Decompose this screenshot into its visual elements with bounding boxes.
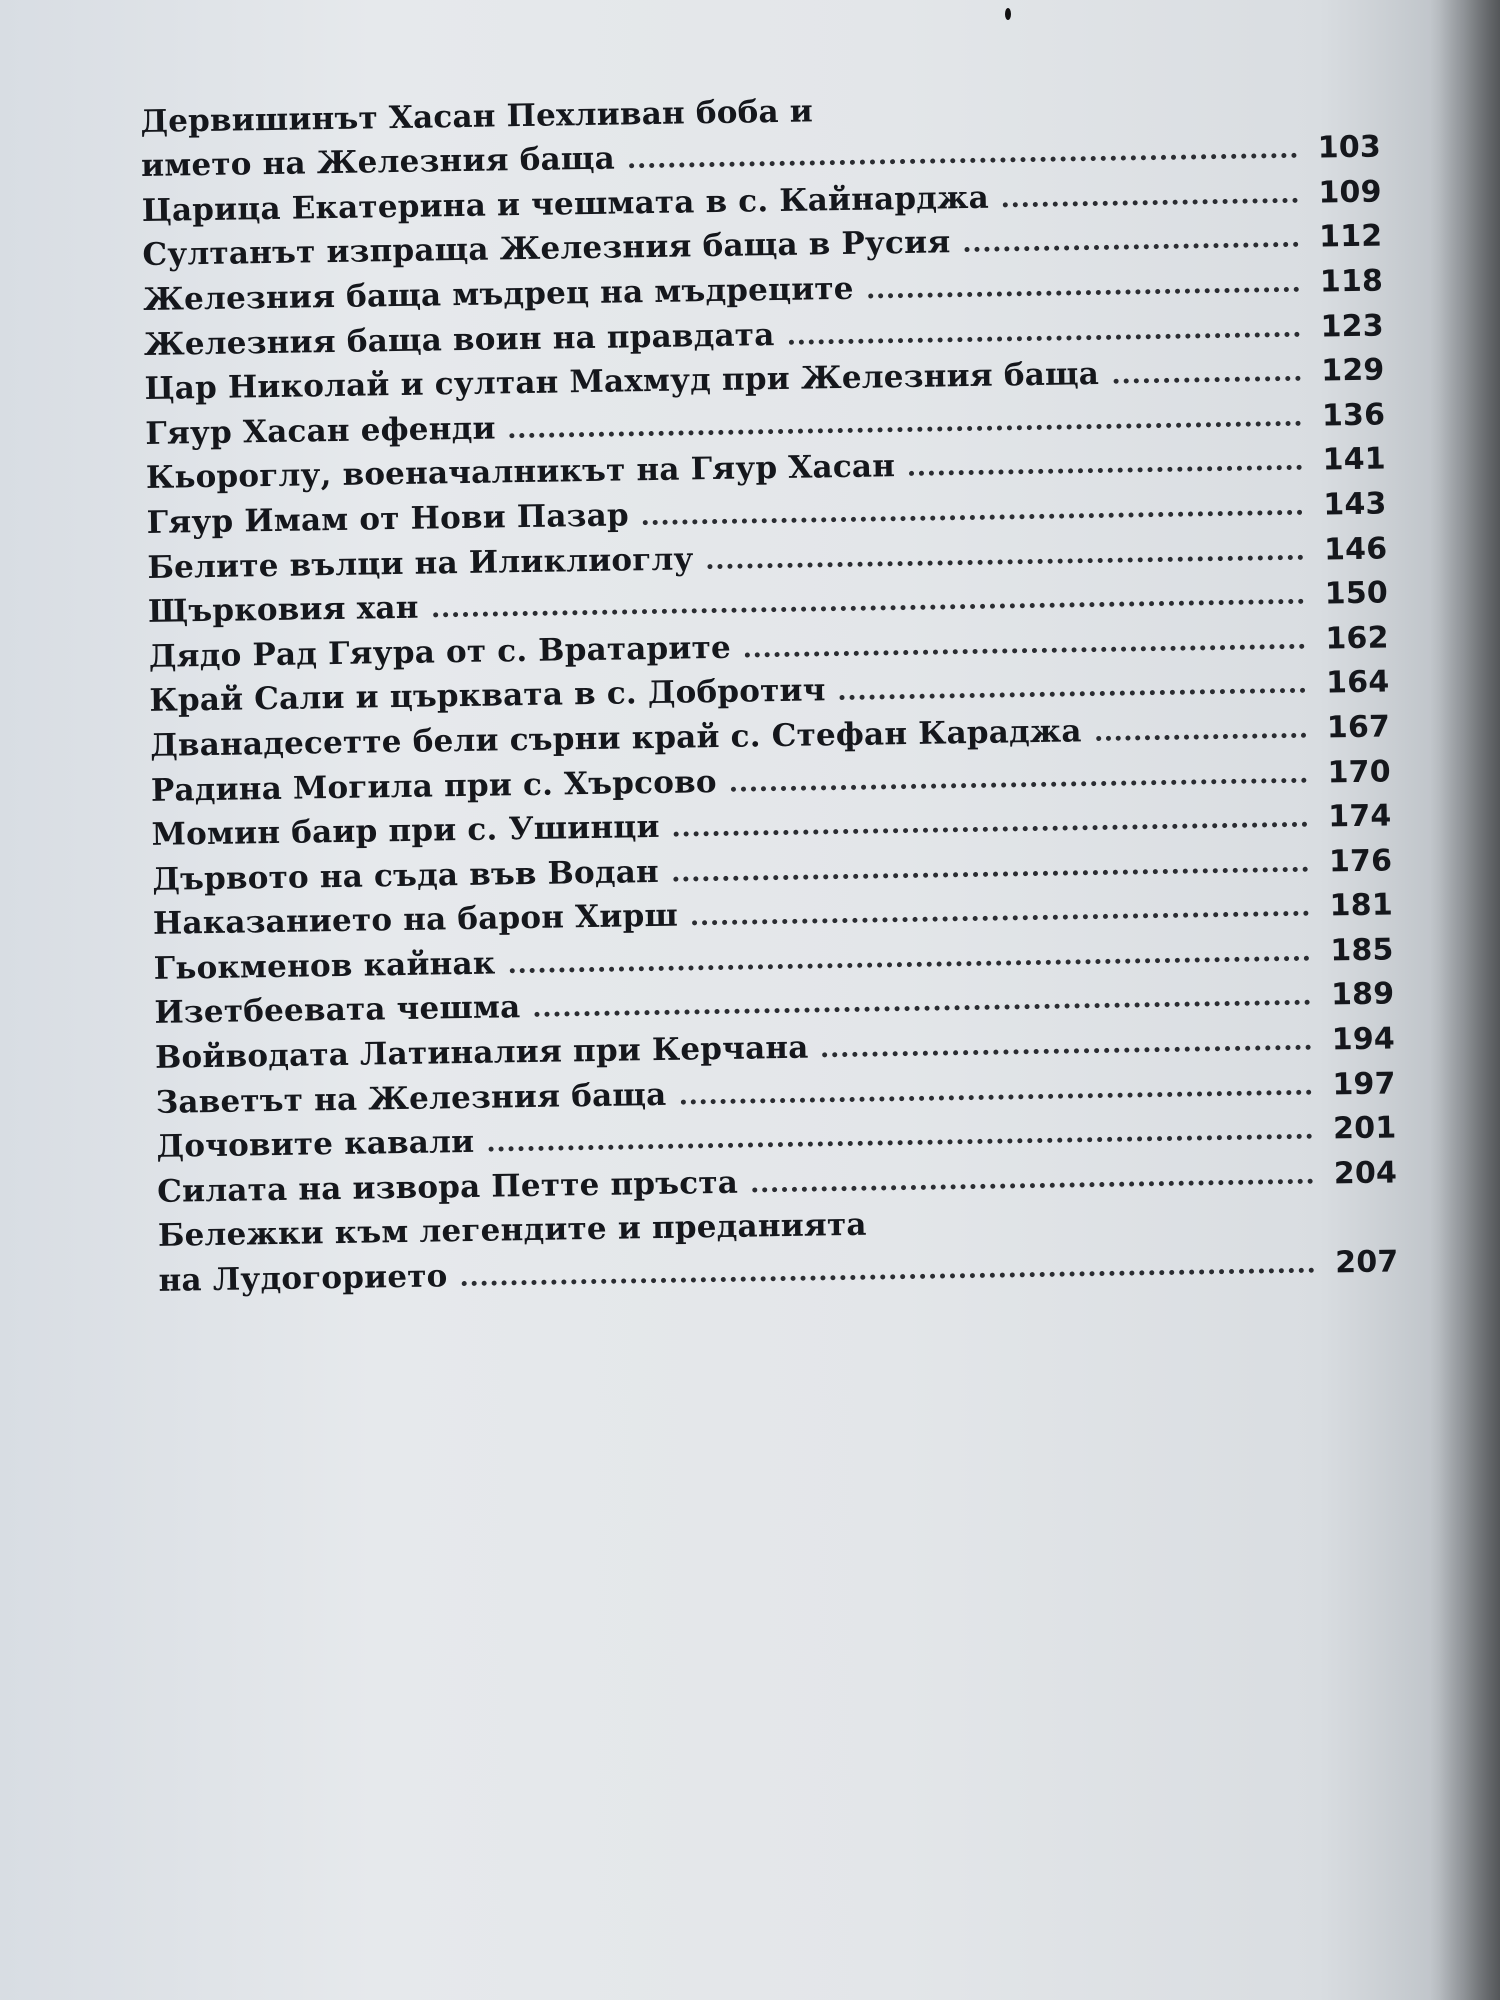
toc-entry-title: името на Железния баща <box>140 140 616 185</box>
toc-page-number: 123 <box>1320 308 1385 345</box>
toc-entry-title: Цар Николай и султан Махмуд при Железния баща <box>144 356 1100 408</box>
toc-entry-title: Дървото на съда във Водан <box>152 853 660 898</box>
toc-entry-title: Заветът на Железния баща <box>155 1076 667 1121</box>
dot-leader <box>1003 198 1298 208</box>
toc-page-number: 141 <box>1322 441 1387 478</box>
toc-entry-title: Край Сали и църквата в с. Добротич <box>149 672 826 720</box>
dot-leader <box>731 777 1307 791</box>
toc-page-number: 197 <box>1332 1066 1396 1103</box>
dot-leader <box>673 866 1308 881</box>
dot-leader <box>1113 376 1301 384</box>
dot-leader <box>643 510 1303 525</box>
toc-entry-title: Железния баща мъдрец на мъдреците <box>142 270 854 318</box>
toc-entry-title: Царица Екатерина и чешмата в с. Кайнарджа <box>141 179 990 229</box>
toc-page-number: 176 <box>1328 843 1393 880</box>
toc-entry-title: Дервишинът Хасан Пехливан боба и <box>140 93 814 140</box>
dot-leader <box>692 911 1309 926</box>
dot-leader <box>964 242 1298 252</box>
toc-page-number: 118 <box>1319 263 1384 300</box>
ink-speck <box>1005 8 1011 20</box>
dot-leader <box>680 1089 1311 1104</box>
toc-entry-title: Дочовите кавали <box>156 1124 475 1166</box>
toc-entry-title: Радина Могила при с. Хърсово <box>150 763 717 809</box>
toc-entry-title: Бележки към легендите и преданията <box>157 1207 867 1255</box>
toc-page-number: 170 <box>1327 753 1392 790</box>
page-edge-shadow <box>1430 0 1500 2000</box>
toc-page-number: 167 <box>1326 709 1391 746</box>
toc-page-number: 146 <box>1323 530 1388 567</box>
toc-entry-title: Изетбеевата чешма <box>154 989 521 1032</box>
toc-entry-title: Белите вълци на Иликлиоглу <box>147 540 694 586</box>
toc-page-number: 194 <box>1331 1021 1396 1058</box>
toc-entry-title: на Лудогорието <box>158 1258 448 1299</box>
toc-page-number: 103 <box>1317 129 1382 166</box>
toc-entry-title: Гяур Хасан ефенди <box>145 410 496 452</box>
toc-page-number: 201 <box>1332 1110 1397 1147</box>
toc-page-number: 164 <box>1325 664 1390 701</box>
toc-page-number: 150 <box>1324 575 1389 612</box>
toc-entry-title: Силата на извора Петте пръста <box>156 1164 739 1210</box>
dot-leader <box>823 1045 1312 1058</box>
toc-entry-title: Гяур Имам от Нови Пазар <box>146 497 630 541</box>
table-of-contents <box>140 76 1399 1299</box>
dot-leader <box>708 554 1304 568</box>
toc-entry-title: Момин баир при с. Ушинци <box>151 809 660 854</box>
dot-leader <box>868 287 1299 299</box>
toc-page-number: 174 <box>1327 798 1392 835</box>
toc-entry-title: Наказанието на барон Хирш <box>152 897 679 943</box>
dot-leader <box>674 822 1308 837</box>
toc-entry-title: Кьороглу, военачалникът на Гяур Хасан <box>145 448 896 497</box>
dot-leader <box>745 643 1305 657</box>
toc-page-number: 189 <box>1330 976 1395 1013</box>
toc-page-number: 162 <box>1325 620 1389 657</box>
toc-page-number: 185 <box>1330 932 1394 969</box>
toc-page-number: 136 <box>1321 397 1386 434</box>
toc-entry <box>158 1190 1399 1299</box>
toc-page-number: 181 <box>1329 887 1394 924</box>
dot-leader <box>1096 733 1306 741</box>
toc-entry-title: Войводата Латиналия при Керчана <box>154 1029 809 1076</box>
toc-page-number: 129 <box>1320 352 1385 389</box>
toc-entry-title: Железния баща воин на правдата <box>143 316 775 363</box>
toc-entry-title: Султанът изпраща Железния баща в Русия <box>142 224 951 274</box>
dot-leader <box>462 1268 1315 1286</box>
toc-entry-title: Дядо Рад Гяура от с. Вратарите <box>148 629 732 675</box>
toc-page-number: 204 <box>1333 1155 1398 1192</box>
toc-entry-title: Гьокменов кайнак <box>153 945 496 987</box>
toc-entry-title: Дванадесетте бели сърни край с. Стефан Караджа <box>149 713 1082 764</box>
dot-leader <box>840 688 1306 700</box>
dot-leader <box>752 1179 1313 1193</box>
toc-page-number: 112 <box>1318 218 1383 255</box>
dot-leader <box>629 153 1297 168</box>
toc-page-number: 207 <box>1334 1244 1399 1281</box>
toc-page-number: 143 <box>1323 486 1387 523</box>
dot-leader <box>909 465 1302 476</box>
toc-page-number: 109 <box>1318 174 1382 211</box>
toc-entry-title: Щърковия хан <box>147 589 419 631</box>
dot-leader <box>789 331 1300 344</box>
